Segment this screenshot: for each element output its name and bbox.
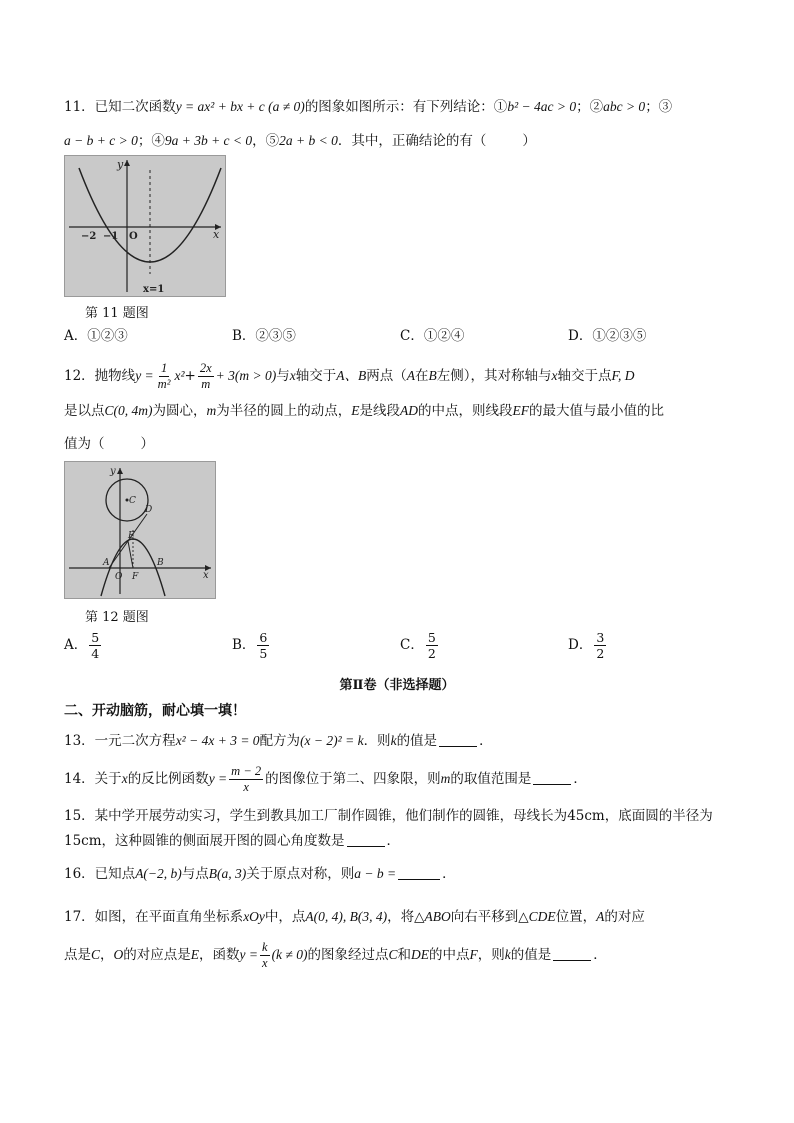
q14-text: 的反比例函数	[127, 771, 209, 787]
frac-den: x	[243, 780, 249, 794]
q16-math: B(a, 3)	[208, 866, 247, 881]
q15-answer-blank[interactable]	[347, 832, 385, 847]
q17-answer-blank[interactable]	[553, 946, 591, 961]
q12-point-e: E	[128, 531, 135, 541]
section-heading: 二、开动脑筋，耐心填一填！	[64, 703, 246, 719]
q12-text: 12．抛物线	[64, 368, 136, 384]
option-label: B．	[232, 637, 256, 653]
q12-line-2	[64, 401, 664, 421]
q17-text: 向右平移到	[450, 909, 519, 925]
q12-text: 为半径的圆上的动点，	[216, 403, 352, 419]
q12-math: A	[406, 368, 415, 383]
q12-math: m	[206, 403, 217, 418]
frac-den: 5	[259, 646, 268, 661]
frac-num: m − 2	[231, 764, 262, 778]
q15-value: 15cm	[64, 833, 102, 849]
q12-math: A、B	[336, 368, 367, 383]
q17-math: A(0, 4), B(3, 4)	[305, 909, 388, 924]
option-label: C．	[400, 637, 424, 653]
frac-den: 2	[596, 646, 605, 661]
q13-math: k	[390, 733, 397, 748]
q16-answer-blank[interactable]	[398, 865, 440, 880]
q12-math: E	[351, 403, 360, 418]
q11-conclusion-4: 9a + 3b + c < 0	[164, 133, 253, 148]
q11-conclusion-5: 2a + b < 0	[279, 133, 338, 148]
q12-text: 左侧），其对称轴与	[436, 368, 552, 384]
option-fraction	[426, 630, 438, 661]
frac-num: k	[262, 940, 268, 954]
q11-option-a[interactable]: A．①②③	[64, 328, 128, 344]
q12-point-a: A	[103, 558, 110, 568]
q11-tick-neg1: −1	[103, 231, 119, 242]
option-label: D．	[568, 637, 593, 653]
q13-math: (x − 2)² = k	[300, 733, 364, 748]
frac-num: 3	[596, 630, 605, 645]
q11-sep: ，⑤	[252, 133, 280, 149]
q12-option-c[interactable]	[400, 630, 440, 661]
q12-text: 轴交于	[295, 368, 337, 384]
q17-math: O	[113, 947, 124, 962]
q17-text: ．	[593, 947, 607, 963]
q14-text: 14．关于	[64, 771, 122, 787]
q12-text: 的最大值与最小值的比	[529, 403, 664, 419]
q12-point-f: F	[132, 572, 139, 582]
q12-math: x	[551, 368, 558, 383]
q16-text: ．	[442, 866, 456, 882]
q13-text: 的值是	[396, 733, 438, 749]
q11-tick-neg2: −2	[81, 231, 97, 242]
q17-text: 的图象经过点	[307, 947, 389, 963]
q15-text: ．	[386, 833, 401, 849]
frac-num: 2x	[199, 361, 212, 375]
q16-math: A(−2, b)	[135, 866, 182, 881]
q12-fraction-2	[198, 361, 214, 392]
q16-line	[64, 864, 456, 884]
q11-conclusion-2: abc > 0	[603, 99, 646, 114]
q17-text: ，则	[477, 947, 505, 963]
q12-math: + 3(m > 0)	[215, 368, 277, 383]
q12-origin-label: O	[115, 572, 123, 582]
q14-math: y =	[208, 771, 228, 786]
q13-text: 13．一元二次方程	[64, 733, 176, 749]
q17-math: C	[91, 947, 101, 962]
q14-fraction	[229, 764, 263, 795]
q16-text: 关于原点对称，则	[246, 866, 355, 882]
q12-figure	[64, 461, 216, 599]
q17-math: △CDE	[518, 909, 556, 924]
q12-math: EF	[512, 403, 529, 418]
q11-figure	[64, 155, 226, 297]
frac-den: 2	[427, 646, 436, 661]
q15-line-1	[64, 806, 713, 826]
q12-y-label: y	[110, 466, 116, 477]
q14-math: m	[440, 771, 451, 786]
q14-text: ．	[573, 771, 587, 787]
q17-math: C	[388, 947, 398, 962]
q12-text: 的中点，则线段	[418, 403, 513, 419]
q11-text: 的图象如图所示：有下列结论：①	[304, 99, 508, 115]
q13-answer-blank[interactable]	[439, 732, 477, 747]
q12-text: 为圆心，	[152, 403, 207, 419]
q11-line-1	[64, 97, 672, 117]
q17-line-2	[64, 938, 607, 972]
option-fraction	[594, 630, 606, 661]
q17-text: 的中点	[428, 947, 470, 963]
q11-line-2	[64, 131, 536, 151]
q12-math: x	[289, 368, 296, 383]
frac-num: 1	[160, 361, 168, 375]
q12-point-c: C	[129, 496, 136, 506]
q12-math: B	[428, 368, 437, 383]
frac-den: x	[262, 956, 268, 970]
q12-math: AD	[400, 403, 418, 418]
q11-function: y = ax² + bx + c (a ≠ 0)	[175, 99, 305, 114]
q14-line	[64, 762, 587, 796]
q12-math: +	[184, 368, 196, 384]
q15-value: 45cm	[567, 808, 605, 824]
q17-text: 的值是	[510, 947, 552, 963]
option-label: A．	[64, 637, 88, 653]
q17-text: 位置，	[555, 909, 597, 925]
option-fraction	[89, 630, 101, 661]
q14-text: 的图像位于第二、四象限，则	[265, 771, 441, 787]
q16-text: 与点	[181, 866, 209, 882]
q11-sep: ；②	[576, 99, 604, 115]
q12-line-1	[64, 359, 634, 393]
q12-text: 在	[414, 368, 429, 384]
q11-option-b[interactable]: B．②③⑤	[232, 328, 296, 344]
q16-text: 16．已知点	[64, 866, 136, 882]
q11-caption: 第 11 题图	[85, 306, 149, 321]
q11-option-c[interactable]: C．①②④	[400, 328, 465, 344]
frac-den: m²	[157, 377, 171, 391]
section-title: 第Ⅱ卷（非选择题）	[339, 678, 455, 693]
q17-math: E	[190, 947, 200, 962]
q17-math: F	[469, 947, 478, 962]
q17-text: 中，点	[264, 909, 306, 925]
q13-text: ．则	[363, 733, 391, 749]
q11-conclusion-1: b² − 4ac > 0	[507, 99, 577, 114]
q12-text: 两点（	[366, 368, 407, 384]
q12-math: x²	[174, 368, 185, 383]
q17-text: 17．如图，在平面直角坐标系	[64, 909, 244, 925]
q11-conclusion-3: a − b + c > 0	[64, 133, 138, 148]
q17-text: ，函数	[199, 947, 240, 963]
q13-line	[64, 731, 493, 751]
frac-num: 5	[427, 630, 436, 645]
q14-math: x	[121, 771, 128, 786]
q11-sep: ；④	[137, 133, 165, 149]
q17-math: k	[504, 947, 511, 962]
q15-text: ，这种圆锥的侧面展开图的圆心角度数是	[101, 833, 345, 849]
option-fraction	[257, 630, 269, 661]
q12-text: 轴交于点	[557, 368, 612, 384]
q17-math: y =	[239, 947, 258, 962]
q13-text: 配方为	[259, 733, 301, 749]
q13-math: x² − 4x + 3 = 0	[175, 733, 260, 748]
q14-text: 的取值范围是	[450, 771, 532, 787]
q12-x-label: x	[203, 570, 209, 581]
q11-parabola-graph	[65, 156, 225, 296]
q17-math: xOy	[243, 909, 265, 924]
q12-point-b: B	[157, 558, 164, 568]
q12-option-b[interactable]	[232, 630, 271, 661]
q11-axis-label: x=1	[143, 284, 165, 295]
q17-math: A	[596, 909, 605, 924]
q12-math: C(0, 4m)	[104, 403, 153, 418]
q17-text: ，	[100, 947, 114, 963]
q17-text: 的对应	[604, 909, 645, 925]
q12-text: 是以点	[64, 403, 105, 419]
q11-option-d[interactable]: D．①②③⑤	[568, 328, 647, 344]
q17-math: (k ≠ 0)	[271, 947, 308, 962]
q11-x-label: x	[213, 228, 220, 241]
q17-text: 点是	[64, 947, 91, 963]
frac-num: 5	[91, 630, 100, 645]
q11-text: ．其中，正确结论的有（	[337, 133, 487, 149]
frac-den: 4	[91, 646, 100, 661]
q17-text: 和	[397, 947, 411, 963]
q17-text: ，将	[387, 909, 415, 925]
q11-y-label: y	[117, 158, 124, 171]
q17-math: DE	[410, 947, 429, 962]
q12-option-d[interactable]	[568, 630, 608, 661]
q12-math: F, D	[611, 368, 635, 383]
q12-point-d: D	[145, 505, 153, 515]
q13-text: ．	[479, 733, 493, 749]
q15-text: 15．某中学开展劳动实习，学生到教具加工厂制作圆锥，他们制作的圆锥，母线长为	[64, 808, 568, 824]
q12-text: ）	[140, 436, 154, 452]
q12-text: 与	[276, 368, 290, 384]
q11-text: 11．已知二次函数	[64, 99, 176, 115]
q17-math: △ABO	[414, 909, 451, 924]
q11-text: ）	[522, 133, 536, 149]
q15-line-2	[64, 831, 400, 851]
q12-text: 值为（	[64, 436, 105, 452]
frac-num: 6	[259, 630, 268, 645]
q12-caption: 第 12 题图	[85, 610, 149, 625]
q17-fraction	[260, 940, 270, 971]
q17-line-1	[64, 907, 645, 927]
q17-text: 的对应点是	[123, 947, 191, 963]
q12-text: 是线段	[359, 403, 400, 419]
q12-math: y =	[135, 368, 154, 383]
q12-fraction-1	[156, 361, 173, 392]
q12-circle-parabola-graph	[65, 462, 215, 598]
q15-text: ，底面圆的半径为	[604, 808, 713, 824]
q14-answer-blank[interactable]	[533, 770, 571, 785]
q12-line-3	[64, 434, 154, 454]
q16-math: a − b =	[354, 866, 397, 881]
q12-option-a[interactable]	[64, 630, 103, 661]
frac-den: m	[201, 377, 211, 391]
q11-sep: ；③	[645, 99, 673, 115]
q11-origin-label: O	[129, 231, 138, 242]
